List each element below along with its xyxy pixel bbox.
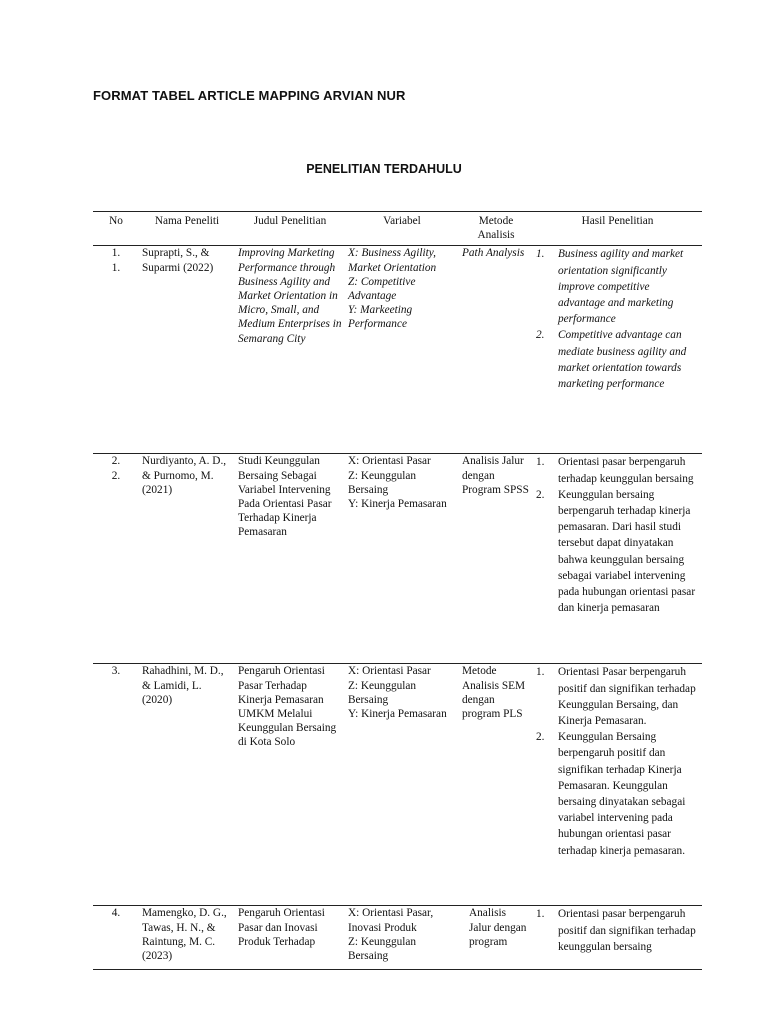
cell-hasil [533,454,702,664]
cell-metode: Metode Analisis SEM dengan program PLS [459,664,533,906]
hasil-text: Orientasi pasar berpengaruh terhadap keunggulan bersaing [558,456,694,485]
document-title: FORMAT TABEL ARTICLE MAPPING ARVIAN NUR [93,88,406,103]
list-item: 2. Competitive advantage can mediate business agility and market orientation towards marketing performance [536,329,687,391]
variabel-x: X: Orientasi Pasar, Inovasi Produk [348,907,434,934]
variabel-y: Y: Markeeting Performance [348,304,413,331]
header-hasil-penelitian: Hasil Penelitian [533,212,702,246]
table-row [93,246,702,454]
variabel-x: X: Orientasi Pasar [348,665,431,678]
section-title: PENELITIAN TERDAHULU [306,162,462,176]
hasil-text: Orientasi Pasar berpengaruh positif dan signifikan terhadap Keunggulan Bersaing, dan Kinerja Pemasaran. [558,666,696,728]
variabel-x: X: Business Agility, Market Orientation [348,247,437,274]
cell-variabel [345,246,459,454]
variabel-z: Z: Keunggulan Bersaing [348,469,417,496]
cell-judul: Improving Marketing Performance through Business Agility and Market Orientation in Micro, Small, and Medium Enterprises in Semarang City [235,246,345,454]
variabel-y: Y: Kinerja Pemasaran [348,708,447,721]
row-number: 2. [111,455,121,468]
row-number: 4. [111,907,121,920]
cell-peneliti: Mamengko, D. G., Tawas, H. N., & Raintung, M. C. (2023) [139,906,235,970]
cell-no [93,246,139,454]
cell-hasil [533,246,702,454]
row-sub-number: 1. [111,261,121,274]
header-variabel: Variabel [345,212,459,246]
cell-variabel [345,664,459,906]
cell-metode: Path Analysis [459,246,533,454]
variabel-z: Z: Keunggulan Bersaing [348,679,417,706]
hasil-text: Orientasi pasar berpengaruh positif dan signifikan terhadap keunggulan bersaing [558,908,696,953]
hasil-text: Keunggulan Bersaing berpengaruh positif dan signifikan terhadap Kinerja Pemasaran. Keunggulan bersaing dinyatakan sebagai variabel intervening pada hubungan orientasi pasar terhadap kinerja pemasaran. [558,731,686,857]
cell-metode: Analisis Jalur dengan program [459,906,533,970]
header-no: No [93,212,139,246]
row-sub-number: 2. [111,469,121,482]
cell-variabel [345,454,459,664]
table-header-row [93,212,702,246]
list-item: 1. Orientasi pasar berpengaruh positif dan signifikan terhadap keunggulan bersaing [536,908,696,953]
cell-variabel [345,906,459,970]
list-item: 2. Keunggulan bersaing berpengaruh terhadap kinerja pemasaran. Dari hasil studi tersebut dapat dinyatakan bahwa keunggulan bersaing sebagai variabel intervening pada hubungan orientasi pasar dan kinerja pemasaran [536,488,696,615]
cell-hasil [533,906,702,970]
header-metode-analisis: Metode Analisis [459,212,533,246]
list-item: 1. Orientasi pasar berpengaruh terhadap keunggulan bersaing [536,456,694,485]
table-row [93,664,702,906]
cell-no [93,906,139,970]
table-row [93,906,702,970]
cell-peneliti: Nurdiyanto, A. D., & Purnomo, M. (2021) [139,454,235,664]
variabel-z: Z: Keunggulan Bersaing [348,935,417,963]
row-number: 1. [111,247,121,260]
variabel-y: Y: Kinerja Pemasaran [348,498,447,511]
table-row [93,454,702,664]
hasil-text: Keunggulan bersaing berpengaruh terhadap kinerja pemasaran. Dari hasil studi tersebut dapat dinyatakan bahwa keunggulan bersaing sebagai variabel intervening pada hubungan orientasi pasar dan kinerja pemasaran [558,488,696,615]
header-judul-penelitian: Judul Penelitian [235,212,345,246]
cell-judul: Pengaruh Orientasi Pasar dan Inovasi Produk Terhadap [235,906,345,970]
cell-no [93,454,139,664]
row-number: 3. [111,665,121,678]
list-item: 1. Orientasi Pasar berpengaruh positif dan signifikan terhadap Keunggulan Bersaing, dan Kinerja Pemasaran. [536,666,696,728]
cell-judul: Studi Keunggulan Bersaing Sebagai Variabel Intervening Pada Orientasi Pasar Terhadap Kinerja Pemasaran [235,454,345,664]
list-item: 2. Keunggulan Bersaing berpengaruh positif dan signifikan terhadap Kinerja Pemasaran. Keunggulan bersaing dinyatakan sebagai variabel intervening pada hubungan orientasi pasar terhadap kinerja pemasaran. [536,731,686,857]
cell-metode: Analisis Jalur dengan Program SPSS [459,454,533,664]
header-nama-peneliti: Nama Peneliti [139,212,235,246]
variabel-z: Z: Competitive Advantage [348,275,416,303]
variabel-x: X: Orientasi Pasar [348,455,431,468]
cell-no [93,664,139,906]
cell-peneliti: Suprapti, S., & Suparmi (2022) [139,246,235,454]
cell-judul: Pengaruh Orientasi Pasar Terhadap Kinerja Pemasaran UMKM Melalui Keunggulan Bersaing di Kota Solo [235,664,345,906]
article-mapping-table [93,211,702,970]
hasil-text: Business agility and market orientation significantly improve competitive advantage and marketing performance [558,248,684,326]
list-item: 1. Business agility and market orientation significantly improve competitive advantage and marketing performance [536,248,684,326]
cell-hasil [533,664,702,906]
hasil-text: Competitive advantage can mediate business agility and market orientation towards marketing performance [558,329,687,391]
cell-peneliti: Rahadhini, M. D., & Lamidi, L. (2020) [139,664,235,906]
